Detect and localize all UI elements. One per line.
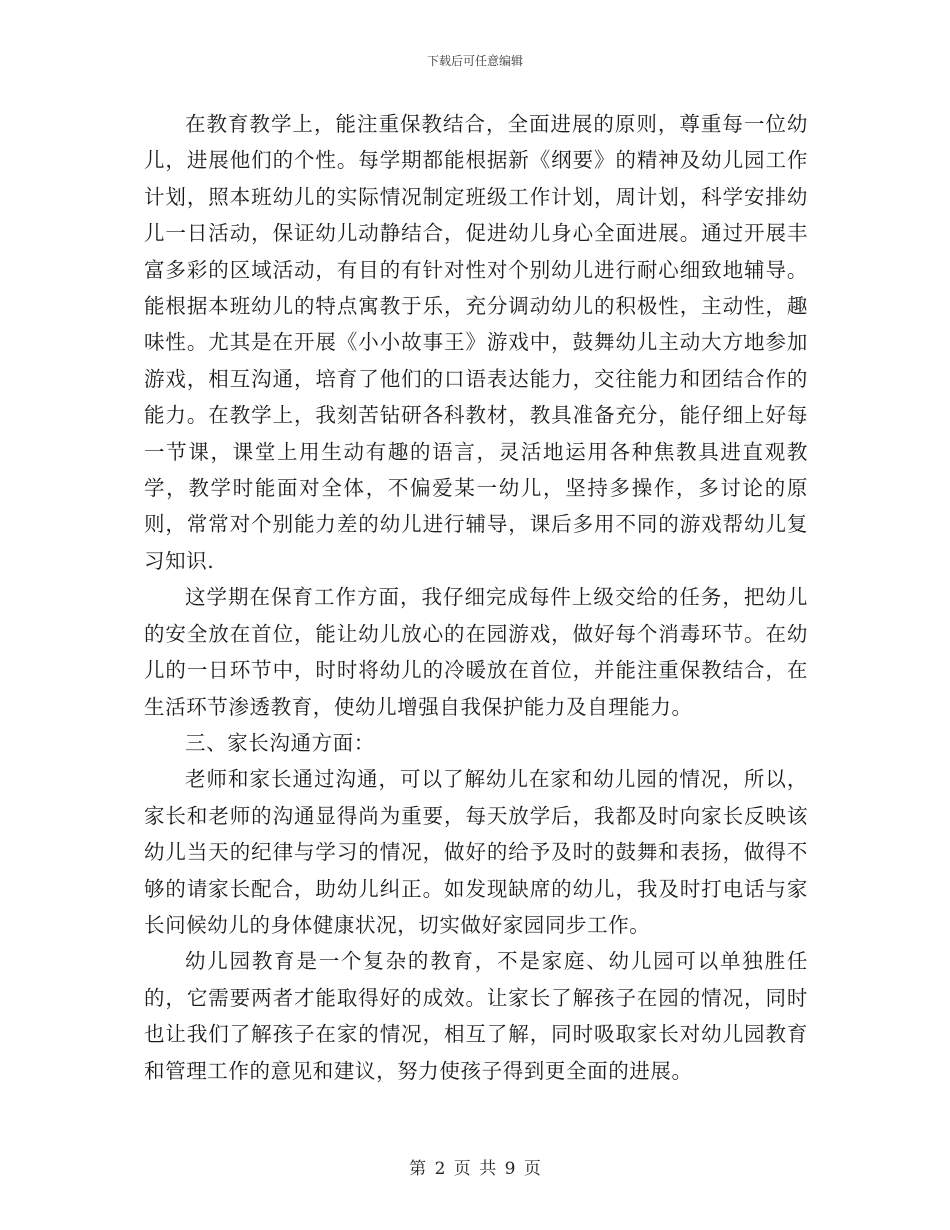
page-footer: 第 2 页 共 9 页 bbox=[409, 1159, 541, 1179]
paragraph-kindergarten-education: 幼儿园教育是一个复杂的教育，不是家庭、幼儿园可以单独胜任的，它需要两者才能取得好的成效。让家长了解孩子在园的情况，同时也让我们了解孩子在家的情况，相互了解，同时吸取家长对幼儿园教育和管理工作的意见和建议，努力使孩子得到更全面的进展。 bbox=[144, 949, 808, 1083]
section-heading-parent-communication: 三、家长沟通方面： bbox=[185, 730, 375, 755]
page-header: 下载后可任意编辑 bbox=[426, 54, 523, 68]
paragraph-teaching: 在教育教学上，能注重保教结合，全面进展的原则，尊重每一位幼儿，进展他们的个性。每学期都能根据新《纲要》的精神及幼儿园工作计划，照本班幼儿的实际情况制定班级工作计划，周计划，科学安排幼儿一日活动，保证幼儿动静结合，促进幼儿身心全面进展。通过开展丰富多彩的区域活动，有目的有针对性对个别幼儿进行耐心细致地辅导。能根据本班幼儿的特点寓教于乐，充分调动幼儿的积极性，主动性，趣味性。尤其是在开展《小小故事王》游戏中，鼓舞幼儿主动大方地参加游戏，相互沟通，培育了他们的口语表达能力，交往能力和团结合作的能力。在教学上，我刻苦钻研各科教材，教具准备充分，能仔细上好每一节课，课堂上用生动有趣的语言，灵活地运用各种焦教具进直观教学，教学时能面对全体，不偏爱某一幼儿，坚持多操作，多讨论的原则，常常对个别能力差的幼儿进行辅导，课后多用不同的游戏帮幼儿复习知识. bbox=[144, 112, 808, 573]
paragraph-childcare: 这学期在保育工作方面，我仔细完成每件上级交给的任务，把幼儿的安全放在首位，能让幼儿放心的在园游戏，做好每个消毒环节。在幼儿的一日环节中，时时将幼儿的冷暖放在首位，并能注重保教结合，在生活环节渗透教育，使幼儿增强自我保护能力及自理能力。 bbox=[144, 585, 808, 719]
document-body bbox=[144, 106, 808, 1089]
paragraph-parent-communication: 老师和家长通过沟通，可以了解幼儿在家和幼儿园的情况，所以，家长和老师的沟通显得尚为重要，每天放学后，我都及时向家长反映该幼儿当天的纪律与学习的情况，做好的给予及时的鼓舞和表扬，做得不够的请家长配合，助幼儿纠正。如发现缺席的幼儿，我及时打电话与家长问候幼儿的身体健康状况，切实做好家园同步工作。 bbox=[144, 767, 808, 937]
